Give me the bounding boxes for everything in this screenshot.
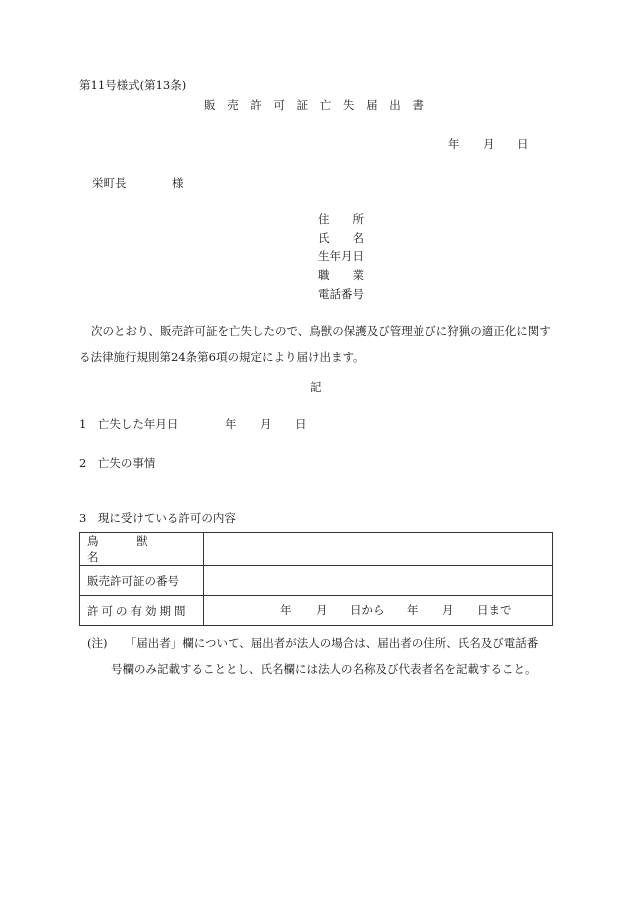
field-address: 住 所	[318, 212, 364, 226]
item1-month: 月	[260, 417, 272, 431]
permit-number-value	[204, 566, 553, 596]
date-month: 月	[483, 137, 495, 151]
item3-label: 3 現に受けている許可の内容	[79, 511, 236, 525]
row-label-species: 鳥 獣 名	[80, 533, 204, 566]
table-row	[80, 566, 553, 596]
table-row	[80, 533, 553, 566]
ki-heading: 記	[310, 380, 322, 394]
body-text: 次のとおり、販売許可証を亡失したので、鳥獣の保護及び管理並びに狩猟の適正化に関する法律施行規則第24条第6項の規定により届け出ます。	[79, 324, 551, 364]
field-name: 氏 名	[318, 231, 364, 245]
field-birthdate: 生年月日	[318, 249, 364, 263]
validity-value	[204, 596, 553, 626]
field-phone: 電話番号	[318, 287, 364, 301]
date-day: 日	[517, 137, 529, 151]
note	[87, 630, 557, 682]
addressee-honorific: 様	[172, 176, 184, 190]
date-year: 年	[448, 137, 460, 151]
note-line-1: (注) 「届出者」欄について、届出者が法人の場合は、届出者の住所、氏名及び電話番	[87, 636, 539, 650]
row-label-permit-number: 販売許可証の番号	[80, 566, 204, 596]
item1-label: 1 亡失した年月日	[79, 417, 179, 431]
from-day: 日から	[350, 603, 385, 617]
note-prefix: (注)	[87, 636, 108, 650]
form-number: 第11号様式(第13条)	[79, 78, 187, 92]
note-line-2: 号欄のみ記載することとし、氏名欄には法人の名称及び代表者名を記載すること。	[111, 662, 537, 676]
to-year: 年	[407, 603, 419, 617]
item1-day: 日	[295, 417, 307, 431]
row-label-validity: 許可の有効期間	[80, 596, 204, 626]
from-month: 月	[316, 603, 328, 617]
table-row	[80, 596, 553, 626]
species-value	[204, 533, 553, 566]
to-day: 日まで	[477, 603, 512, 617]
item1-year: 年	[225, 417, 237, 431]
permit-table	[79, 532, 553, 626]
to-month: 月	[442, 603, 454, 617]
document-title: 販 売 許 可 証 亡 失 届 出 書	[204, 98, 428, 112]
item2-label: 2 亡失の事情	[79, 456, 156, 470]
field-occupation: 職 業	[318, 268, 364, 282]
addressee-name: 栄町長	[92, 176, 127, 190]
from-year: 年	[280, 603, 292, 617]
